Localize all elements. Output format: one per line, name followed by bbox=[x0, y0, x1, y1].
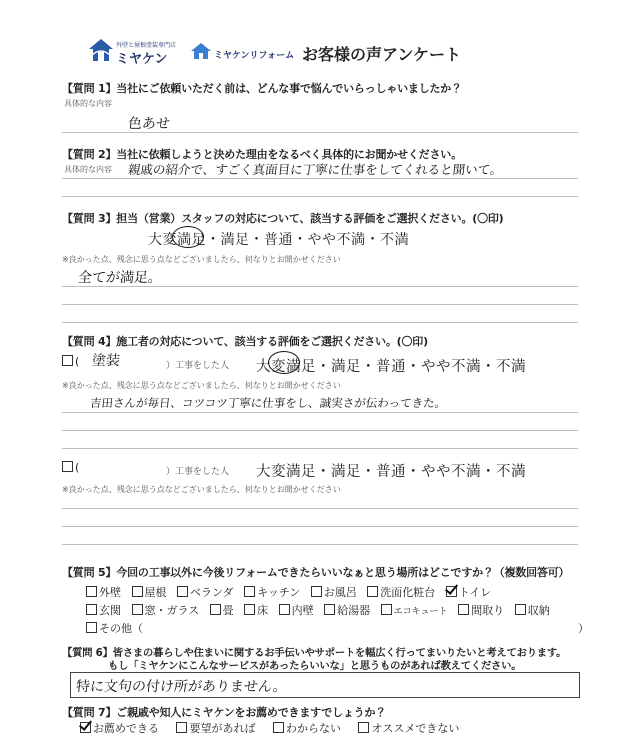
q4-row1-sub-label: ※良かった点、残念に思う点などございましたら、何なりとお聞かせください bbox=[62, 381, 341, 390]
q6-question: 【質問 6】皆さまの暮らしや住まいに関するお手伝いやサポートを幅広く行ってまいりたいと考えております。 bbox=[62, 647, 567, 659]
q7-options bbox=[80, 720, 459, 736]
q4-row2-line-2 bbox=[62, 526, 578, 527]
q5-opt-water-heater[interactable]: 給湯器 bbox=[324, 604, 370, 617]
page-title: お客様の声アンケート bbox=[302, 45, 462, 64]
q5-opt-tatami[interactable]: 畳 bbox=[210, 604, 234, 617]
q3-selected-circle bbox=[172, 226, 204, 248]
q5-opt-inner-wall[interactable]: 内壁 bbox=[279, 604, 314, 617]
q5-question: 【質問 5】今回の工事以外に今後リフォームできたらいいなぁと思う場所はどこですか？（複数回答可） bbox=[62, 566, 570, 579]
q5-row2 bbox=[86, 602, 550, 618]
q6-answer: 特に文句の付け所がありません。 bbox=[75, 679, 288, 695]
q7-question: 【質問 7】ご親戚や知人にミヤケンをお薦めできますでしょうか？ bbox=[62, 706, 387, 719]
q5-opt-entrance[interactable]: 玄関 bbox=[86, 604, 121, 617]
logo-miyaken-reform: ミヤケンリフォーム bbox=[214, 51, 295, 61]
reform-logo-icon bbox=[190, 42, 212, 60]
q1-line bbox=[62, 132, 578, 133]
house-logo-icon bbox=[88, 38, 114, 62]
q3-line-1 bbox=[62, 286, 578, 287]
q5-opt-layout[interactable]: 間取り bbox=[458, 604, 504, 617]
q4-row1-line-3 bbox=[62, 448, 578, 449]
q2-answer: 親戚の紹介で、すごく真面目に丁寧に仕事をしてくれると聞いて。 bbox=[127, 162, 504, 177]
q5-row3 bbox=[86, 620, 143, 636]
q4-row2-suffix: ）工事をした人 bbox=[166, 467, 230, 477]
q5-opt-bath[interactable]: お風呂 bbox=[311, 586, 357, 599]
q4-row1-answer: 吉田さんが毎日、コツコツ丁寧に仕事をし、誠実さが伝わってきた。 bbox=[89, 396, 447, 410]
q5-opt-ecocute[interactable]: エコキュート bbox=[381, 604, 448, 617]
checkmark-icon bbox=[446, 586, 457, 597]
q4-row2-checkbox[interactable] bbox=[62, 461, 73, 472]
q4-row1-line-1 bbox=[62, 412, 578, 413]
q3-question: 【質問 3】担当（営業）スタッフの対応について、該当する評価をご選択ください。(〇印) bbox=[62, 212, 504, 225]
q5-opt-exterior[interactable]: 外壁 bbox=[86, 586, 121, 599]
checkmark-icon bbox=[80, 722, 91, 733]
q5-opt-kitchen[interactable]: キッチン bbox=[244, 586, 300, 599]
q3-line-2 bbox=[62, 304, 578, 305]
header bbox=[0, 0, 640, 70]
q1-question: 【質問 1】当社にご依頼いただく前は、どんな事で悩んでいらっしゃいましたか？ bbox=[62, 82, 462, 95]
q3-answer: 全てが満足。 bbox=[77, 270, 163, 286]
q1-sub-label: 具体的な内容 bbox=[64, 99, 112, 108]
q4-question: 【質問 4】施工者の対応について、該当する評価をご選択ください。(〇印) bbox=[62, 335, 428, 348]
q4-row1-checkbox[interactable] bbox=[62, 355, 73, 366]
q4-row2-rating-scale[interactable]: 大変満足・満足・普通・やや不満・不満 bbox=[256, 464, 526, 480]
q7-opt-if-requested[interactable]: 要望があれば bbox=[176, 722, 255, 735]
q4-row2-worker: ( bbox=[62, 461, 79, 474]
q4-row1-work: 塗装 bbox=[91, 353, 121, 369]
q5-opt-storage[interactable]: 収納 bbox=[515, 604, 550, 617]
q2-question: 【質問 2】当社に依頼しようと決めた理由をなるべく具体的にお聞かせください。 bbox=[62, 148, 462, 161]
q4-row1-worker: ( bbox=[62, 355, 79, 368]
q5-opt-window[interactable]: 窓・ガラス bbox=[132, 604, 200, 617]
q2-sub-label: 具体的な内容 bbox=[64, 165, 112, 174]
q5-opt-floor[interactable]: 床 bbox=[244, 604, 268, 617]
q2-line-2 bbox=[62, 196, 578, 197]
q5-opt-vanity[interactable]: 洗面化粧台 bbox=[367, 586, 435, 599]
q4-row2-sub-label: ※良かった点、残念に思う点などございましたら、何なりとお聞かせください bbox=[62, 485, 341, 494]
q5-other-close: ） bbox=[578, 622, 589, 635]
q3-sub-label: ※良かった点、残念に思う点などございましたら、何なりとお聞かせください bbox=[62, 255, 341, 264]
logo-tagline: 外壁と屋根塗装専門店 bbox=[116, 42, 177, 49]
q3-line-3 bbox=[62, 322, 578, 323]
q7-opt-unsure[interactable]: わからない bbox=[273, 722, 341, 735]
q2-line bbox=[62, 178, 578, 179]
q7-opt-not-recommend[interactable]: オススメできない bbox=[358, 722, 459, 735]
q6-question-2: もし「ミヤケンにこんなサービスがあったらいいな」と思うものがあれば教えてください。 bbox=[108, 660, 522, 672]
q4-row1-suffix: ）工事をした人 bbox=[166, 361, 230, 371]
q5-opt-roof[interactable]: 屋根 bbox=[132, 586, 167, 599]
q4-row1-line-2 bbox=[62, 430, 578, 431]
q5-opt-other[interactable]: その他（ bbox=[86, 622, 143, 635]
q1-answer: 色あせ bbox=[127, 116, 171, 132]
q5-opt-toilet[interactable]: トイレ bbox=[446, 586, 491, 599]
q4-row1-selected-circle bbox=[268, 351, 300, 374]
q3-rating-scale[interactable]: 大変満足・満足・普通・やや不満・不満 bbox=[148, 232, 409, 248]
q5-row1 bbox=[86, 584, 491, 600]
q4-row1-rating-scale[interactable]: 大変満足・満足・普通・やや不満・不満 bbox=[256, 359, 526, 375]
q4-row2-line-3 bbox=[62, 544, 578, 545]
q7-opt-recommend[interactable]: お薦めできる bbox=[80, 722, 159, 735]
logo-miyaken: ミヤケン bbox=[116, 52, 168, 67]
q5-opt-veranda[interactable]: ベランダ bbox=[177, 586, 234, 599]
q4-row2-line-1 bbox=[62, 508, 578, 509]
